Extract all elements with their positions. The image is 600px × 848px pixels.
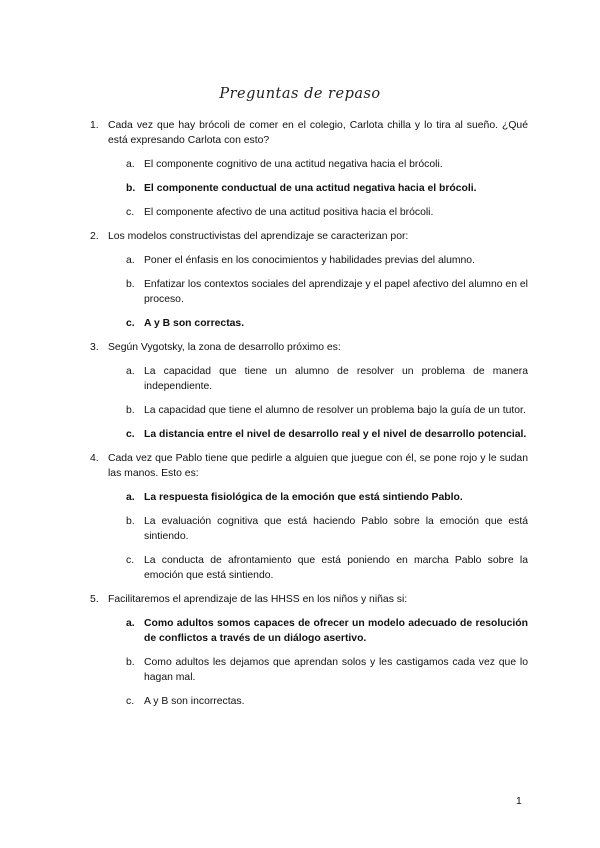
option-letter: c.: [126, 318, 135, 329]
option-b-correct: [126, 181, 528, 196]
question-5: [90, 592, 528, 709]
page-title: Preguntas de repaso: [219, 86, 381, 102]
option-text: Como adultos les dejamos que aprendan solos y les castigamos cada vez que lo hagan mal.: [144, 657, 528, 683]
option-text: La distancia entre el nivel de desarrollo real y el nivel de desarrollo potencial.: [144, 429, 527, 440]
page-number: 1: [516, 796, 522, 807]
option-letter: b.: [126, 405, 135, 416]
option-c: [126, 205, 528, 220]
option-text: Enfatizar los contextos sociales del aprendizaje y el papel afectivo del alumno en el proceso.: [144, 279, 528, 305]
option-letter: c.: [126, 696, 135, 707]
option-a: [126, 253, 528, 268]
question-4: [90, 451, 528, 583]
question-number: 5.: [90, 594, 99, 605]
option-a: [126, 157, 528, 172]
option-a-correct: [126, 490, 528, 505]
option-text: A y B son correctas.: [144, 318, 245, 329]
option-letter: c.: [126, 429, 135, 440]
option-list: [108, 253, 528, 331]
option-letter: a.: [126, 159, 135, 170]
option-text: La capacidad que tiene el alumno de resolver un problema bajo la guía de un tutor.: [144, 405, 526, 416]
option-letter: c.: [126, 555, 135, 566]
question-3: [90, 340, 528, 442]
option-text: La respuesta fisiológica de la emoción que está sintiendo Pablo.: [144, 492, 463, 503]
option-text: A y B son incorrectas.: [144, 696, 245, 707]
question-text: Según Vygotsky, la zona de desarrollo próximo es:: [108, 342, 341, 353]
option-text: Poner el énfasis en los conocimientos y habilidades previas del alumno.: [144, 255, 475, 266]
option-text: La evaluación cognitiva que está haciendo Pablo sobre la emoción que está sintiendo.: [144, 516, 528, 542]
option-c-correct: [126, 427, 528, 442]
question-number: 3.: [90, 342, 99, 353]
option-letter: b.: [126, 183, 136, 194]
question-number: 4.: [90, 453, 99, 464]
option-letter: a.: [126, 255, 135, 266]
option-letter: b.: [126, 657, 135, 668]
option-list: [108, 157, 528, 220]
option-list: [108, 490, 528, 583]
question-1: [90, 118, 528, 220]
question-2: [90, 229, 528, 331]
option-text: La conducta de afrontamiento que está poniendo en marcha Pablo sobre la emoción que está sintiendo.: [144, 555, 528, 581]
option-letter: a.: [126, 366, 135, 377]
option-letter: a.: [126, 492, 135, 503]
option-text: El componente cognitivo de una actitud negativa hacia el brócoli.: [144, 159, 443, 170]
question-text: Los modelos constructivistas del aprendizaje se caracterizan por:: [108, 231, 409, 242]
option-text: El componente afectivo de una actitud positiva hacia el brócoli.: [144, 207, 434, 218]
option-letter: a.: [126, 618, 135, 629]
option-b: [126, 655, 528, 685]
option-c: [126, 553, 528, 583]
question-text: Cada vez que hay brócoli de comer en el colegio, Carlota chilla y lo tira al sueño. ¿Qué está expresando Carlota con esto?: [108, 120, 528, 146]
option-list: [108, 364, 528, 442]
option-a: [126, 364, 528, 394]
question-text: Facilitaremos el aprendizaje de las HHSS en los niños y niñas si:: [108, 594, 408, 605]
option-b: [126, 277, 528, 307]
option-text: Como adultos somos capaces de ofrecer un modelo adecuado de resolución de conflictos a través de un diálogo asertivo.: [144, 618, 528, 644]
option-list: [108, 616, 528, 709]
question-text: Cada vez que Pablo tiene que pedirle a alguien que juegue con él, se pone rojo y le sudan las manos. Esto es:: [108, 453, 528, 479]
option-letter: b.: [126, 279, 135, 290]
option-a-correct: [126, 616, 528, 646]
option-c: [126, 694, 528, 709]
question-list: [90, 118, 528, 718]
question-number: 1.: [90, 120, 99, 131]
option-c-correct: [126, 316, 528, 331]
option-text: El componente conductual de una actitud negativa hacia el brócoli.: [144, 183, 477, 194]
option-letter: c.: [126, 207, 135, 218]
option-text: La capacidad que tiene un alumno de resolver un problema de manera independiente.: [144, 366, 528, 392]
question-number: 2.: [90, 231, 99, 242]
option-b: [126, 514, 528, 544]
option-letter: b.: [126, 516, 135, 527]
option-b: [126, 403, 528, 418]
